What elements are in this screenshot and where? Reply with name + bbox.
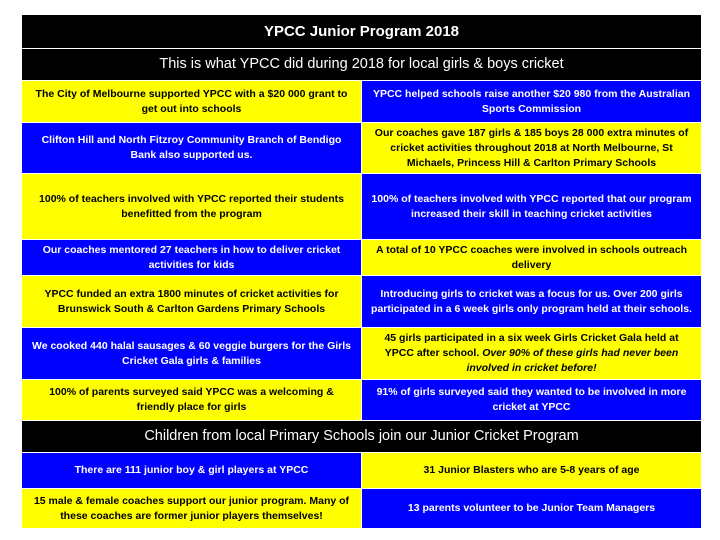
section1-heading: This is what YPCC did during 2018 for local girls & boys cricket [22,49,702,81]
fact-cell-grant: The City of Melbourne supported YPCC with a $20 000 grant to get out into schools [22,81,362,123]
page-title: YPCC Junior Program 2018 [22,15,702,49]
fact-cell-teachers-students: 100% of teachers involved with YPCC reported their students benefitted from the program [22,174,362,240]
fact-cell-coaches-support: 15 male & female coaches support our junior program. Many of these coaches are former junior players themselves! [22,489,362,529]
table-row [22,81,702,123]
fact-cell-teachers-skill: 100% of teachers involved with YPCC reported that our program increased their skill in teaching cricket activities [362,174,702,240]
fact-cell-coach-minutes: Our coaches gave 187 girls & 185 boys 28 000 extra minutes of cricket activities throughout 2018 at North Melbourne, St Michaels, Princess Hill & Carlton Primary Schools [362,123,702,174]
table-row [22,276,702,328]
girls-gala-emphasis: Over 90% of these girls had never been involved in cricket before! [466,347,679,374]
table-row [22,240,702,276]
table-row [22,174,702,240]
section2-heading-row [22,421,702,453]
table-row [22,380,702,421]
fact-cell-girls-gala [362,328,702,380]
girls-gala-text: 45 girls participated in a six week Girls Cricket Gala held at YPCC after school. [384,332,679,359]
fact-cell-girls-focus: Introducing girls to cricket was a focus for us. Over 200 girls participated in a 6 week girls only program held at their schools. [362,276,702,328]
fact-cell-sausages: We cooked 440 halal sausages & 60 veggie burgers for the Girls Cricket Gala girls & families [22,328,362,380]
fact-cell-funded-minutes: YPCC funded an extra 1800 minutes of cricket activities for Brunswick South & Carlton Gardens Primary Schools [22,276,362,328]
section2-heading: Children from local Primary Schools join our Junior Cricket Program [22,421,702,453]
title-row [22,15,702,49]
fact-cell-junior-blasters: 31 Junior Blasters who are 5-8 years of age [362,453,702,489]
fact-cell-parent-volunteers: 13 parents volunteer to be Junior Team Managers [362,489,702,529]
program-table [21,14,702,529]
fact-cell-parents-surveyed: 100% of parents surveyed said YPCC was a welcoming & friendly place for girls [22,380,362,421]
program-sheet [21,14,702,529]
fact-cell-sports-commission: YPCC helped schools raise another $20 980 from the Australian Sports Commission [362,81,702,123]
table-row [22,453,702,489]
fact-cell-mentored-teachers: Our coaches mentored 27 teachers in how to deliver cricket activities for kids [22,240,362,276]
table-row [22,123,702,174]
table-row [22,328,702,380]
fact-cell-bendigo-bank: Clifton Hill and North Fitzroy Community Branch of Bendigo Bank also supported us. [22,123,362,174]
table-row [22,489,702,529]
section1-heading-row [22,49,702,81]
fact-cell-junior-players: There are 111 junior boy & girl players at YPCC [22,453,362,489]
fact-cell-coaches-total: A total of 10 YPCC coaches were involved in schools outreach delivery [362,240,702,276]
fact-cell-girls-surveyed: 91% of girls surveyed said they wanted to be involved in more cricket at YPCC [362,380,702,421]
